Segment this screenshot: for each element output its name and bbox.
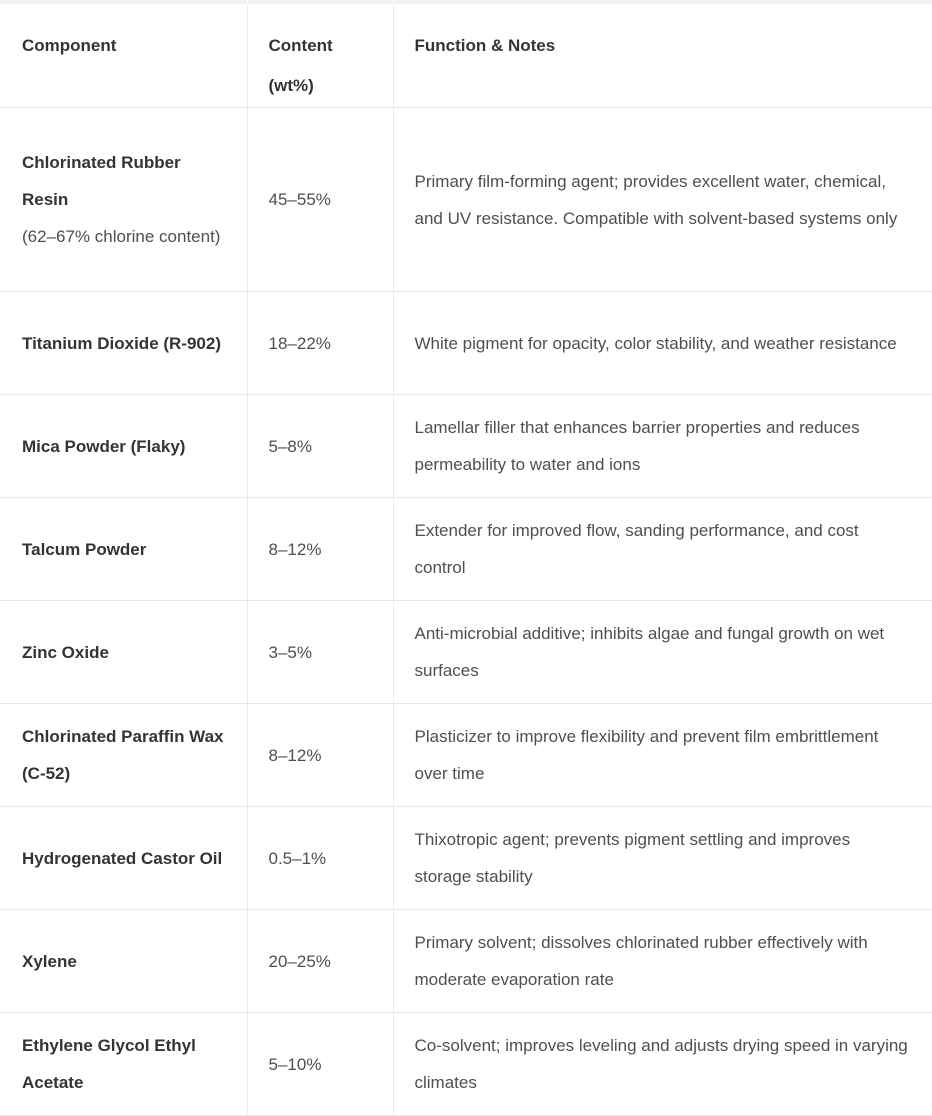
table-row-titanium-dioxide — [0, 292, 932, 395]
component-name: Titanium Dioxide (R-902) — [22, 333, 221, 353]
sliver-segment — [248, 0, 393, 4]
previous-row-sliver — [0, 0, 932, 4]
content-cell: 5–10% — [247, 1013, 393, 1116]
component-name: Talcum Powder — [22, 539, 147, 559]
table-row-chlorinated-paraffin-wax — [0, 704, 932, 807]
component-cell — [0, 807, 247, 910]
table-header-row — [0, 4, 932, 108]
component-cell — [0, 601, 247, 704]
content-cell: 5–8% — [247, 395, 393, 498]
column-header-component: Component — [0, 4, 247, 108]
component-name: Chlorinated Rubber Resin — [22, 153, 181, 209]
component-name: Hydrogenated Castor Oil — [22, 848, 223, 868]
column-header-function-notes: Function & Notes — [393, 4, 932, 108]
function-cell: Plasticizer to improve flexibility and prevent film embrittlement over time — [393, 704, 932, 807]
table-row-hydrogenated-castor-oil — [0, 807, 932, 910]
component-cell — [0, 498, 247, 601]
function-cell: White pigment for opacity, color stability, and weather resistance — [393, 292, 932, 395]
function-cell: Extender for improved flow, sanding performance, and cost control — [393, 498, 932, 601]
function-cell: Primary solvent; dissolves chlorinated rubber effectively with moderate evaporation rate — [393, 910, 932, 1013]
content-cell: 0.5–1% — [247, 807, 393, 910]
component-note: (62–67% chlorine content) — [22, 227, 221, 246]
table-row-mica-powder — [0, 395, 932, 498]
function-cell: Lamellar filler that enhances barrier properties and reduces permeability to water and ions — [393, 395, 932, 498]
component-name: Xylene — [22, 951, 77, 971]
content-cell: 3–5% — [247, 601, 393, 704]
table-row-ethylene-glycol-ethyl-acetate — [0, 1013, 932, 1116]
component-spec-table — [0, 4, 932, 1116]
content-cell: 8–12% — [247, 704, 393, 807]
table-row-talcum-powder — [0, 498, 932, 601]
content-cell: 8–12% — [247, 498, 393, 601]
component-name: Zinc Oxide — [22, 642, 109, 662]
component-name: Ethylene Glycol Ethyl Acetate — [22, 1036, 196, 1092]
sliver-segment — [394, 0, 932, 4]
content-cell: 18–22% — [247, 292, 393, 395]
function-cell: Thixotropic agent; prevents pigment settling and improves storage stability — [393, 807, 932, 910]
component-name: Chlorinated Paraffin Wax (C-52) — [22, 727, 224, 783]
column-header-content: Content (wt%) — [247, 4, 393, 108]
component-cell — [0, 910, 247, 1013]
component-cell — [0, 108, 247, 292]
function-cell: Co-solvent; improves leveling and adjusts drying speed in varying climates — [393, 1013, 932, 1116]
component-cell — [0, 292, 247, 395]
content-cell: 20–25% — [247, 910, 393, 1013]
function-cell: Primary film-forming agent; provides excellent water, chemical, and UV resistance. Compatible with solvent-based systems only — [393, 108, 932, 292]
table-row-zinc-oxide — [0, 601, 932, 704]
component-cell — [0, 704, 247, 807]
component-cell — [0, 395, 247, 498]
table-row-xylene — [0, 910, 932, 1013]
content-cell: 45–55% — [247, 108, 393, 292]
sliver-segment — [0, 0, 247, 4]
table-row-chlorinated-rubber-resin — [0, 108, 932, 292]
component-name: Mica Powder (Flaky) — [22, 436, 186, 456]
function-cell: Anti-microbial additive; inhibits algae and fungal growth on wet surfaces — [393, 601, 932, 704]
component-cell — [0, 1013, 247, 1116]
